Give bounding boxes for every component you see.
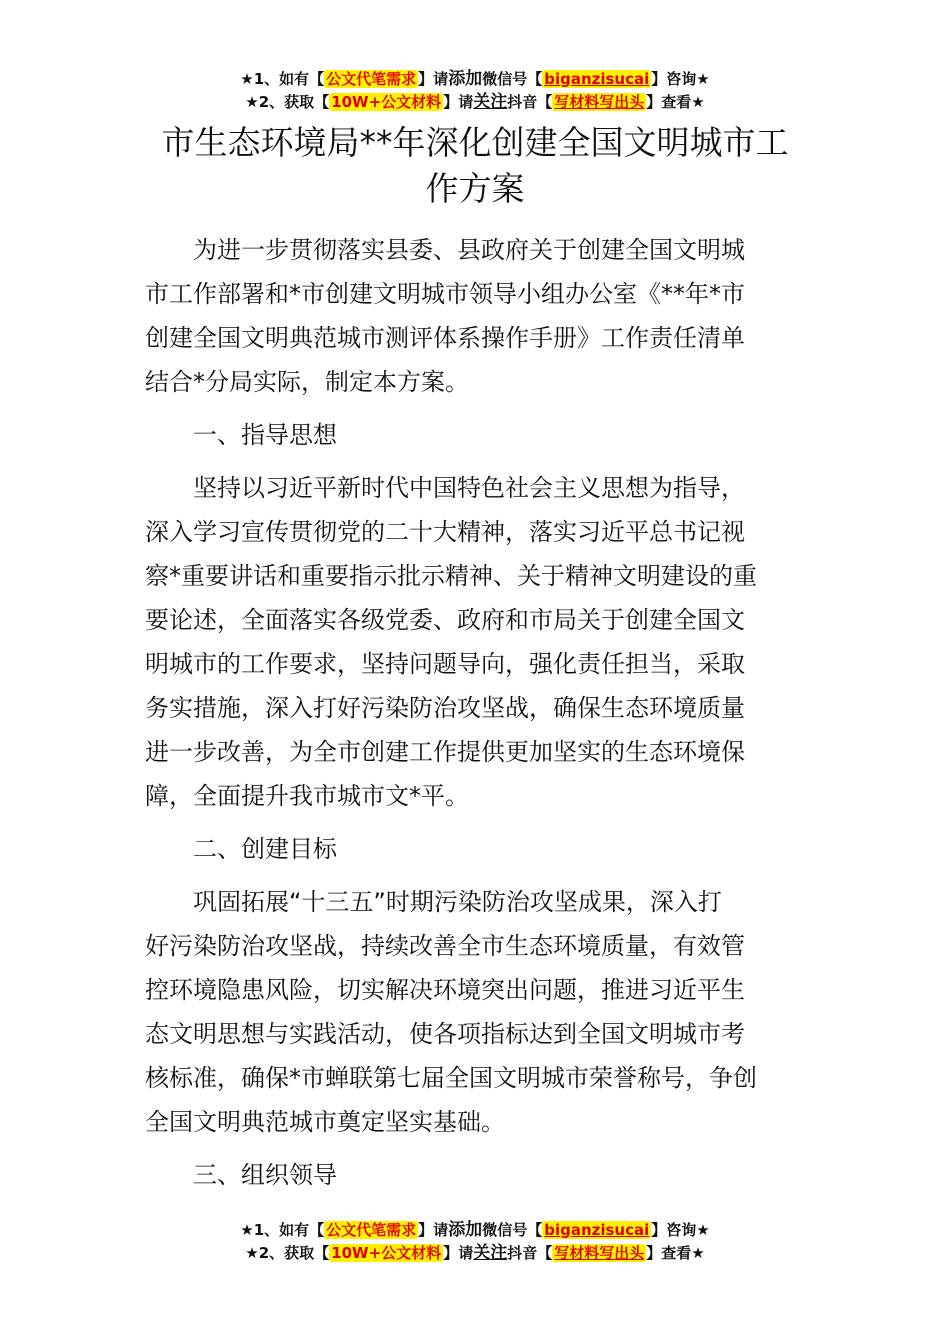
text-line: 好污染防治攻坚战，持续改善全市生态环境质量，有效管 (145, 932, 745, 960)
banner-text: ★2、获取【 (245, 93, 330, 111)
banner-text: 抖音【 (507, 1244, 553, 1262)
section-heading-3: 三、组织领导 (193, 1161, 337, 1189)
document-title (0, 120, 950, 212)
banner-line-2 (0, 1242, 950, 1265)
title-line: 市生态环境局**年深化创建全国文明城市工 (161, 123, 789, 162)
banner-text: 关注 (473, 1243, 508, 1263)
banner-text: 】查看★ (646, 1244, 705, 1262)
banner-text: 】查看★ (646, 93, 705, 111)
banner-text: 】咨询★ (651, 70, 710, 88)
banner-text: 】请 (443, 93, 474, 111)
banner-text: ★2、获取【 (245, 1244, 330, 1262)
text-line: 要论述，全面落实各级党委、政府和市局关于创建全国文 (145, 606, 745, 634)
text-line: 坚持以习近平新时代中国特色社会主义思想为指导， (193, 474, 745, 502)
banner-text: 微信号【 (482, 70, 543, 88)
text-line: 全国文明典范城市奠定坚实基础。 (145, 1108, 505, 1136)
text-line: 察*重要讲话和重要指示批示精神、关于精神文明建设的重 (145, 562, 757, 590)
banner-text: 】请 (418, 70, 449, 88)
text-line: 市工作部署和*市创建文明城市领导小组办公室《**年*市 (145, 280, 745, 308)
section-heading-1: 一、指导思想 (193, 421, 337, 449)
wechat-id-link[interactable]: biganzisucai (544, 1221, 650, 1239)
banner-line-1 (0, 1219, 950, 1242)
text-line: 进一步改善，为全市创建工作提供更加坚实的生态环境保 (145, 738, 745, 766)
banner-text: 关注 (473, 92, 508, 112)
materials-highlight: 10W+公文材料 (331, 93, 442, 111)
banner-text: 】咨询★ (651, 1221, 710, 1239)
banner-text: 添加 (448, 69, 483, 89)
text-line: 态文明思想与实践活动，使各项指标达到全国文明城市考 (145, 1020, 745, 1048)
douyin-id-link[interactable]: 写材料写出头 (554, 1244, 645, 1262)
banner-text: ★1、如有【 (240, 70, 325, 88)
section-heading-2: 二、创建目标 (193, 835, 337, 863)
text-line: 核标准，确保*市蝉联第七届全国文明城市荣誉称号，争创 (145, 1064, 757, 1092)
wechat-id-link[interactable]: biganzisucai (544, 70, 650, 88)
service-highlight: 公文代笔需求 (326, 1221, 417, 1239)
materials-highlight: 10W+公文材料 (331, 1244, 442, 1262)
title-line: 作方案 (425, 169, 525, 208)
text-line: 障，全面提升我市城市文*平。 (145, 782, 469, 810)
document-body (145, 228, 807, 1206)
banner-text: 微信号【 (482, 1221, 543, 1239)
text-line: 明城市的工作要求，坚持问题导向，强化责任担当，采取 (145, 650, 745, 678)
section-2-paragraph (145, 880, 807, 1144)
text-line: 巩固拓展“十三五”时期污染防治攻坚成果，深入打 (193, 888, 722, 916)
top-banner (0, 68, 950, 114)
text-line: 创建全国文明典范城市测评体系操作手册》工作责任清单 (145, 324, 745, 352)
bottom-banner (0, 1219, 950, 1265)
section-1-paragraph (145, 466, 807, 818)
douyin-id-link[interactable]: 写材料写出头 (554, 93, 645, 111)
intro-paragraph (145, 228, 807, 404)
service-highlight: 公文代笔需求 (326, 70, 417, 88)
text-line: 为进一步贯彻落实县委、县政府关于创建全国文明城 (193, 236, 745, 264)
text-line: 结合*分局实际，制定本方案。 (145, 368, 469, 396)
text-line: 务实措施，深入打好污染防治攻坚战，确保生态环境质量 (145, 694, 745, 722)
text-line: 深入学习宣传贯彻党的二十大精神，落实习近平总书记视 (145, 518, 745, 546)
text-line: 控环境隐患风险，切实解决环境突出问题，推进习近平生 (145, 976, 745, 1004)
banner-line-2 (0, 91, 950, 114)
banner-text: 添加 (448, 1220, 483, 1240)
banner-text: 抖音【 (507, 93, 553, 111)
banner-line-1 (0, 68, 950, 91)
banner-text: 】请 (443, 1244, 474, 1262)
banner-text: ★1、如有【 (240, 1221, 325, 1239)
banner-text: 】请 (418, 1221, 449, 1239)
